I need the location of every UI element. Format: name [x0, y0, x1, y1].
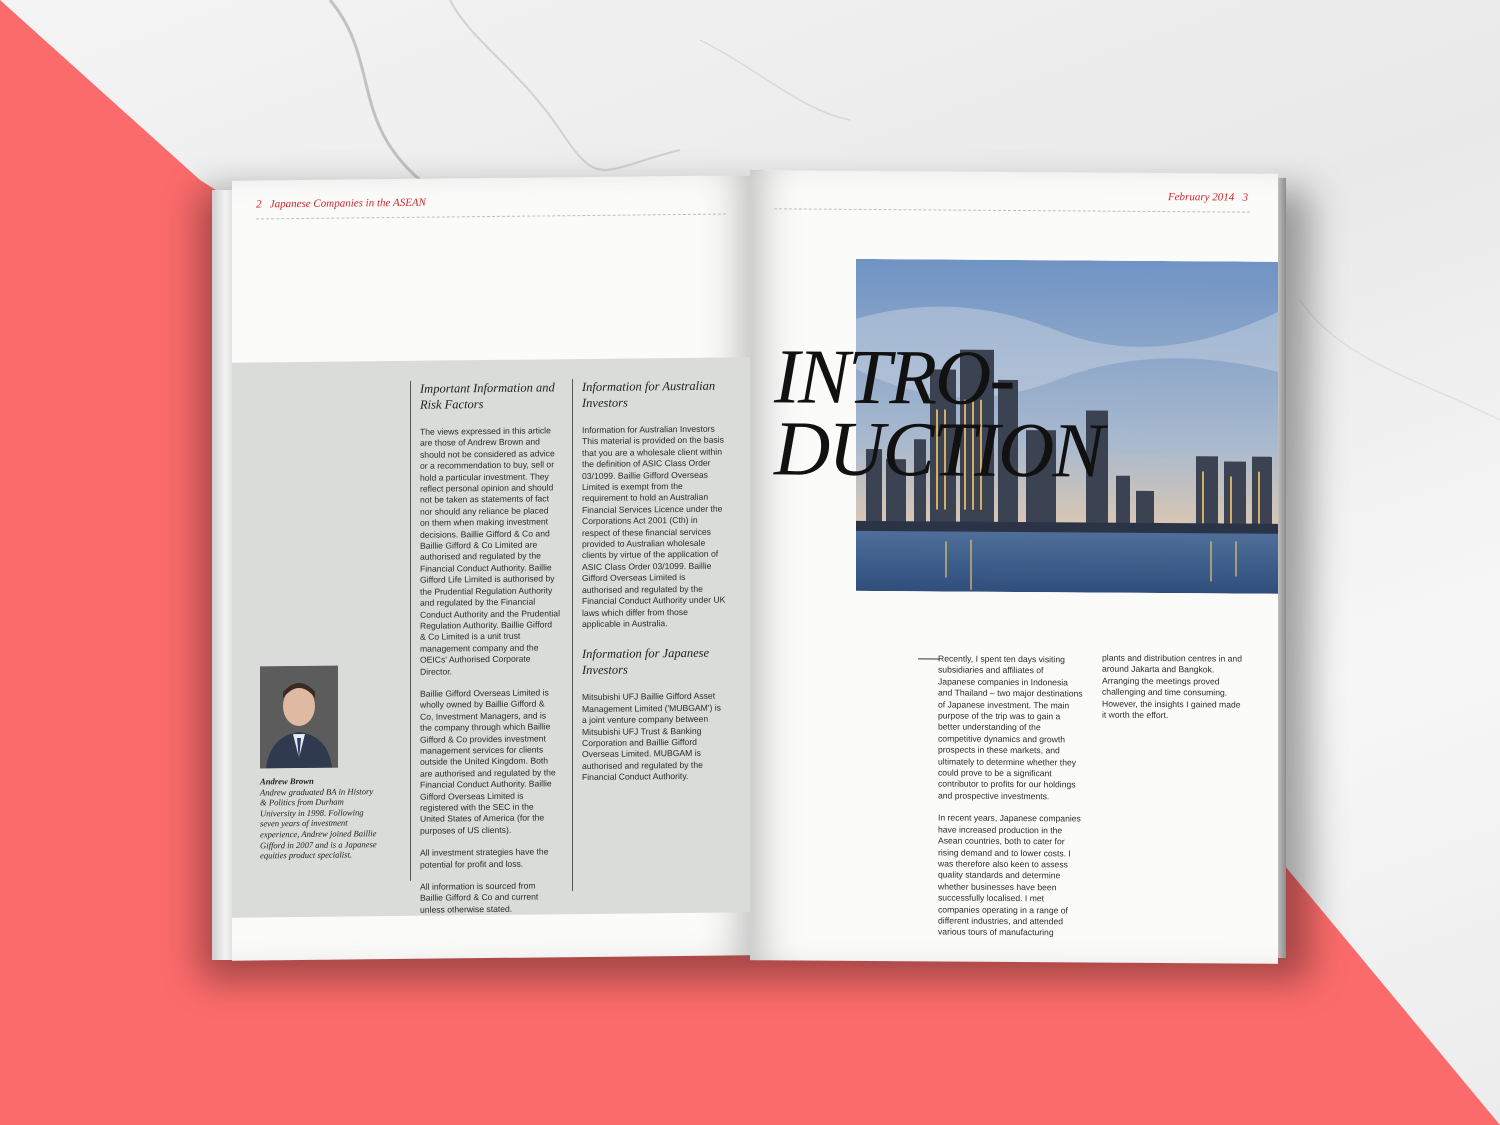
intro-dash [918, 658, 940, 659]
author-description: Andrew graduated BA in History & Politics from Durham University in 1998. Following seven years of investment experience, Andrew joined Baillie Gifford in 2007 and is a Japanese equities product specialist. [260, 785, 377, 861]
right-date: February 2014 [1167, 191, 1235, 204]
header-rule [774, 208, 1250, 212]
header-rule [256, 214, 726, 220]
important-info-paragraph: All information is sourced from Baillie Gifford & Co and current unless otherwise stated. [420, 880, 539, 915]
introduction-title-line-2: DUCTION [774, 404, 1103, 494]
intro-column-1 [938, 653, 1083, 950]
important-info-paragraph: The views expressed in this article are those of Andrew Brown and should not be considered as advice or a recommendation to buy, sell or hold a particular investment. They reflect personal opinion and should not be taken as statements of fact nor should any reliance be placed on them when making investment decisions. Baillie Gifford & Co and Baillie Gifford & Co Limited are authorised and regulated by the Financial Conduct Authority. Baillie Gifford Life Limited is authorised by the Prudential Regulation Authority and regulated by the Financial Conduct Authority and the Prudential Regulation Authority. Baillie Gifford & Co Limited is a unit trust management company and the OEICs' Authorised Corporate Director. [420, 425, 560, 677]
important-info-paragraph: Baillie Gifford Overseas Limited is wholly owned by Baillie Gifford & Co, Investment Managers, and is the company through which Baillie Gifford & Co provides investment management services for clients outside the United Kingdom. Both are authorised and regulated by the Financial Conduct Authority. Baillie Gifford Overseas Limited is registered with the SEC in the United States of America (for the purposes of US clients). [420, 687, 556, 836]
right-page [750, 170, 1278, 964]
author-name: Andrew Brown [260, 775, 314, 787]
japanese-info-paragraph: Mitsubishi UFJ Baillie Gifford Asset Management Limited ('MUBGAM') is a joint venture company between Mitsubishi UFJ Trust & Banking Corporation and Baillie Gifford Overseas Limited. MUBGAM is authorised and regulated by the Financial Conduct Authority. [582, 690, 721, 783]
left-page [232, 175, 750, 960]
author-photo [260, 666, 338, 769]
important-info-heading: Important Information and Risk Factors [420, 380, 555, 412]
introduction-title-line-1: INTRO- [774, 332, 1014, 421]
intro-column-2 [1102, 653, 1242, 733]
left-page-number: 2 [256, 198, 262, 211]
intro-paragraph: plants and distribution centres in and around Jakarta and Bangkok. Arranging the meetings proved challenging and time consuming. However, the insights I gained made it worth the effort. [1102, 652, 1242, 721]
disclaimer-panel [232, 357, 750, 917]
left-page-edges [212, 190, 234, 960]
author-bio [260, 775, 380, 861]
australian-info-paragraph: Information for Australian Investors This material is provided on the basis that you are a wholesale client within the definition of ASIC Class Order 03/1099. Baillie Gifford Overseas Limited is exempt from the requirement to hold an Australian Financial Services Licence under the Corporations Act 2001 (Cth) in respect of these financial services provided to Australian wholesale clients by virtue of the application of ASIC Class Order 03/1099. Baillie Gifford Overseas Limited is authorised and regulated by the Financial Conduct Authority under UK laws which differ from those applicable in Australia. [582, 423, 726, 629]
australian-info-column [572, 378, 727, 892]
japanese-info-heading: Information for Japanese Investors [582, 646, 710, 678]
australian-info-heading: Information for Australian Investors [582, 378, 716, 411]
intro-paragraph: Recently, I spent ten days visiting subsidiaries and affiliates of Japanese companies in Indonesia and Thailand – two major destinations of Japanese investment. The main purpose of the trip was to gain a better understanding of the competitive dynamics and growth prospects in these markets, and ultimately to determine whether they could prove to be a significant contributor to profits for our holdings and prospective investments. [938, 653, 1083, 802]
right-page-number: 3 [1242, 191, 1248, 204]
intro-paragraph: In recent years, Japanese companies have increased production in the Asean countries, both to cater for rising demand and to lower costs. I was therefore also keen to assess quality standards and determine whether businesses have been successfully localised. I met companies operating in a range of different industries, and attended various tours of manufacturing [938, 812, 1081, 938]
left-running-header [256, 197, 426, 211]
important-info-column [410, 379, 560, 915]
author-portrait-illustration [260, 666, 338, 769]
left-running-title: Japanese Companies in the ASEAN [269, 196, 426, 211]
introduction-title [774, 332, 1103, 494]
important-info-paragraph: All investment strategies have the potential for profit and loss. [420, 846, 549, 870]
right-running-header [1168, 191, 1248, 204]
